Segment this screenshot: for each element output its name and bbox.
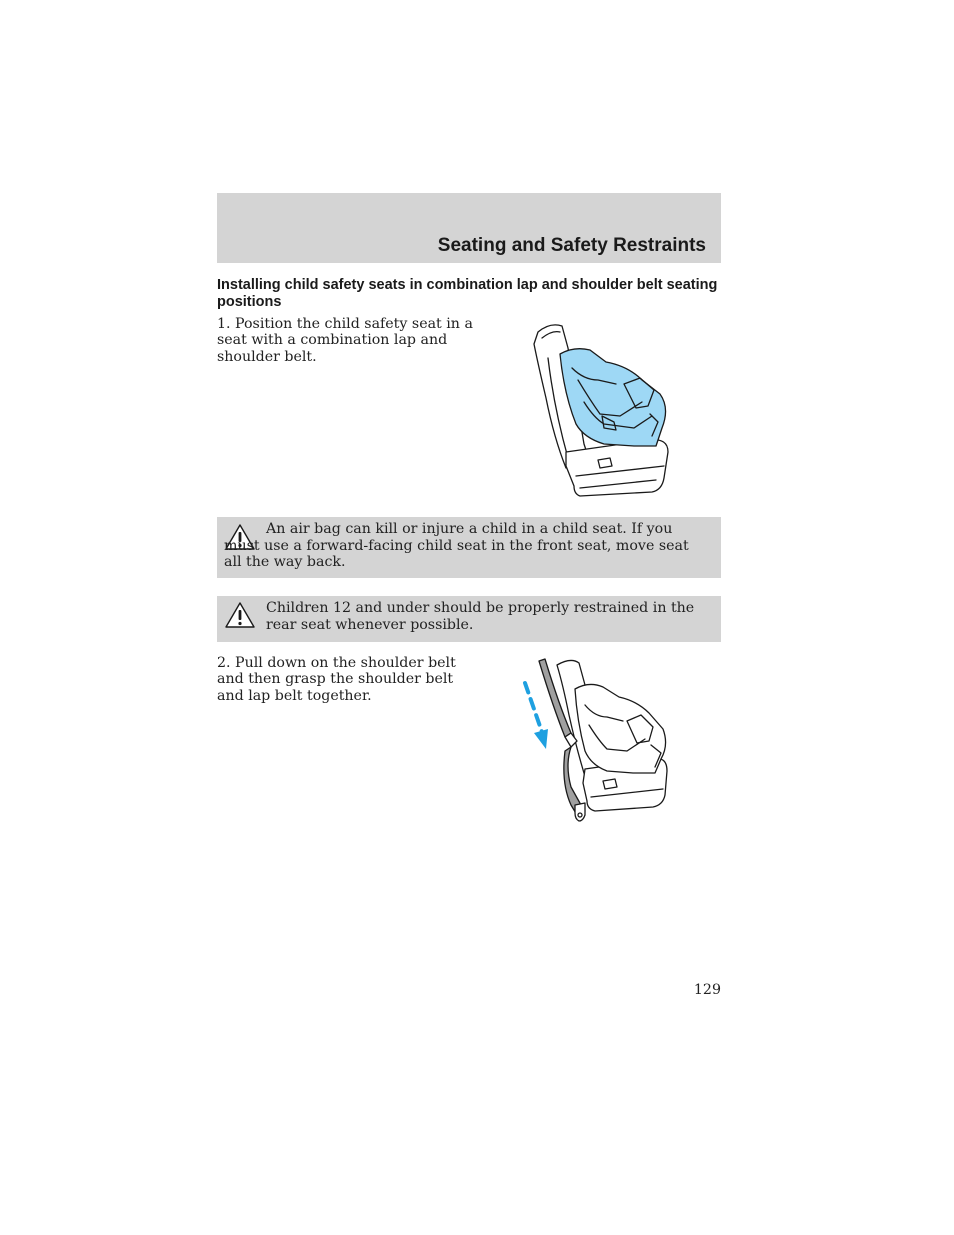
warning-text: An air bag can kill or injure a child in a child seat. If you must use a forward-facing child seat in the front seat, move seat all the way back. bbox=[224, 521, 689, 571]
section-title: Seating and Safety Restraints bbox=[437, 235, 706, 256]
warning-box-rear-seat bbox=[217, 596, 721, 642]
shoulder-belt-pull-illustration bbox=[515, 655, 675, 822]
warning-text: Children 12 and under should be properly restrained in the rear seat whenever possible. bbox=[266, 600, 695, 633]
warning-triangle-icon bbox=[224, 601, 256, 629]
pull-down-arrow-icon bbox=[525, 683, 548, 749]
step-1-text: 1. Position the child safety seat in a seat with a combination lap and shoulder belt. bbox=[217, 316, 473, 365]
subsection-heading: Installing child safety seats in combination lap and shoulder belt seating positions bbox=[217, 277, 718, 310]
section-header-band bbox=[217, 193, 721, 263]
page-number: 129 bbox=[693, 982, 721, 998]
step-2-text: 2. Pull down on the shoulder belt and then grasp the shoulder belt and lap belt together. bbox=[217, 655, 456, 704]
warning-box-airbag bbox=[217, 517, 721, 578]
child-seat-in-vehicle-seat-illustration bbox=[524, 318, 674, 498]
